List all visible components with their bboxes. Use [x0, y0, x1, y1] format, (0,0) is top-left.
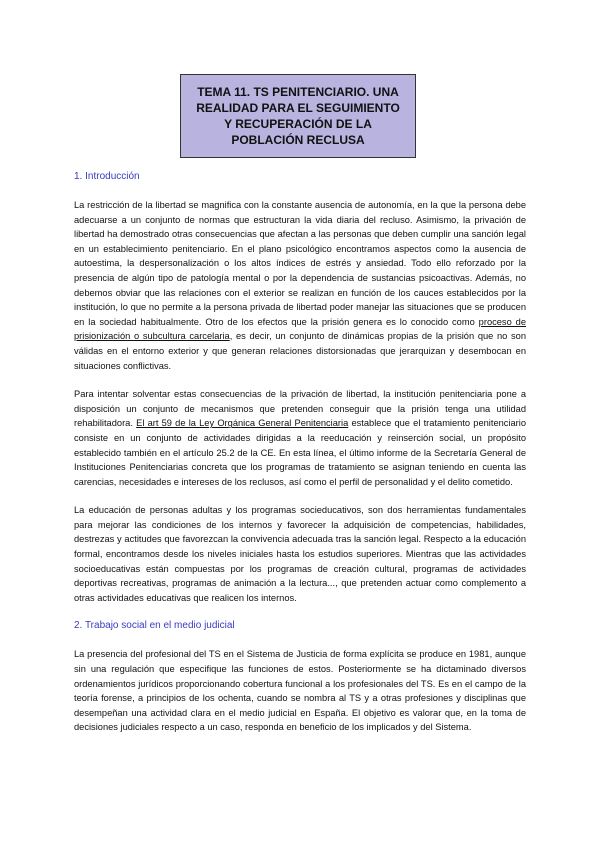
title-line-2: REALIDAD PARA EL SEGUIMIENTO — [196, 101, 400, 115]
paragraph-judicial-1: La presencia del profesional del TS en el Sistema de Justicia de forma explícita se produce en 1981, aunque sin una regulación que especifique las funciones de estos. Posteriormente se ha dictaminado diversos ordenamientos jurídicos proporcionando cobertura funcional a los profesionales del TS. Es en el campo de la teoría forense, a principios de los ochenta, cuando se nombra al TS y a otras profesiones y disciplinas que desempeñan una actividad clara en el medio judicial en España. El objetivo es valorar que, en la toma de decisiones judiciales respecto a un caso, responda en beneficio de los implicados y del Sistema. — [74, 649, 526, 733]
section-heading-introduccion: 1. Introducción — [74, 171, 140, 182]
paragraph-intro-1 — [74, 198, 526, 373]
paragraph-text: Para intentar solventar estas consecuencias de la privación de libertad, la institución penitenciaria pone a disposición un conjunto de mecanismos que pretenden conseguir que la prisión tenga una utilidad rehabilitadora. — [74, 389, 526, 429]
paragraph-intro-3: La educación de personas adultas y los programas socieducativos, son dos herramientas fundamentales para mejorar las condiciones de los internos y favorecer la adquisición de competencias, habilidades, destrezas y actitudes que favorezcan la convivencia adecuada tras la sanción legal. Respecto a la educación formal, encontramos desde los niveles iniciales hasta los estudios superiores. Mientras que las actividades socioeducativas están compuestas por los programas de creación cultural, programas de actividades deportivas recreativas, programas de animación a la lectura..., que pretenden actuar como complemento a otras actividades educativas que realicen los internos. — [74, 505, 526, 603]
paragraph-text: establece que el tratamiento penitenciario consiste en un conjunto de actividades dirigidas a la reeducación y reinserción social, un propósito establecido también en el artículo 25.2 de la CE. En esta línea, el último informe de la Secretaría General de Instituciones Penitenciarias concreta que los programas de tratamiento se asignan teniendo en cuenta las carencias, necesidades e intereses de los reclusos, así como el perfil de personalidad y el delito cometido. — [74, 418, 527, 487]
title-line-3: Y RECUPERACIÓN DE LA — [224, 117, 372, 131]
title-line-4: POBLACIÓN RECLUSA — [231, 133, 365, 147]
paragraph-text: La restricción de la libertad se magnifica con la constante ausencia de autonomía, en la que la persona debe adecuarse a un conjunto de normas que estructuran la vida diaria del recluso. Asimismo, la privación de libertad ha demostrado otras consecuencias que afectan a las personas que deben cumplir una sanción legal en un establecimiento penitenciario. En el plano psicológico encontramos aspectos como la ausencia de autoestima, la despersonalización o los altos índices de estrés y ansiedad. Todo ello reforzado por la presencia de algún tipo de patología mental o por la dependencia de sustancias psicoactivas. Además, no debemos obviar que las relaciones con el exterior se realizan en función de los cauces establecidos por la institución, lo que no permite a la persona privada de libertad poder manejar las situaciones que se producen en la sociedad habitualmente. Otro de los efectos que la prisión genera es lo conocido como — [74, 200, 526, 327]
paragraph-text: , es decir, un conjunto de dinámicas propias de la prisión que no son válidas en el entorno exterior y que generan relaciones distorsionadas que jerarquizan y desembocan en situaciones conflictivas. — [74, 331, 526, 371]
title-line-1: TEMA 11. TS PENITENCIARIO. UNA — [197, 85, 399, 99]
document-body — [74, 170, 526, 749]
section-heading-trabajo-social: 2. Trabajo social en el medio judicial — [74, 620, 235, 632]
ley-organica-link[interactable]: El art 59 de la Ley Orgánica General Penitenciaria — [136, 418, 349, 429]
prisionizacion-link[interactable]: proceso de prisionización o subcultura carcelaria — [74, 316, 526, 342]
document-title-box — [180, 74, 416, 158]
paragraph-intro-2 — [74, 387, 526, 489]
